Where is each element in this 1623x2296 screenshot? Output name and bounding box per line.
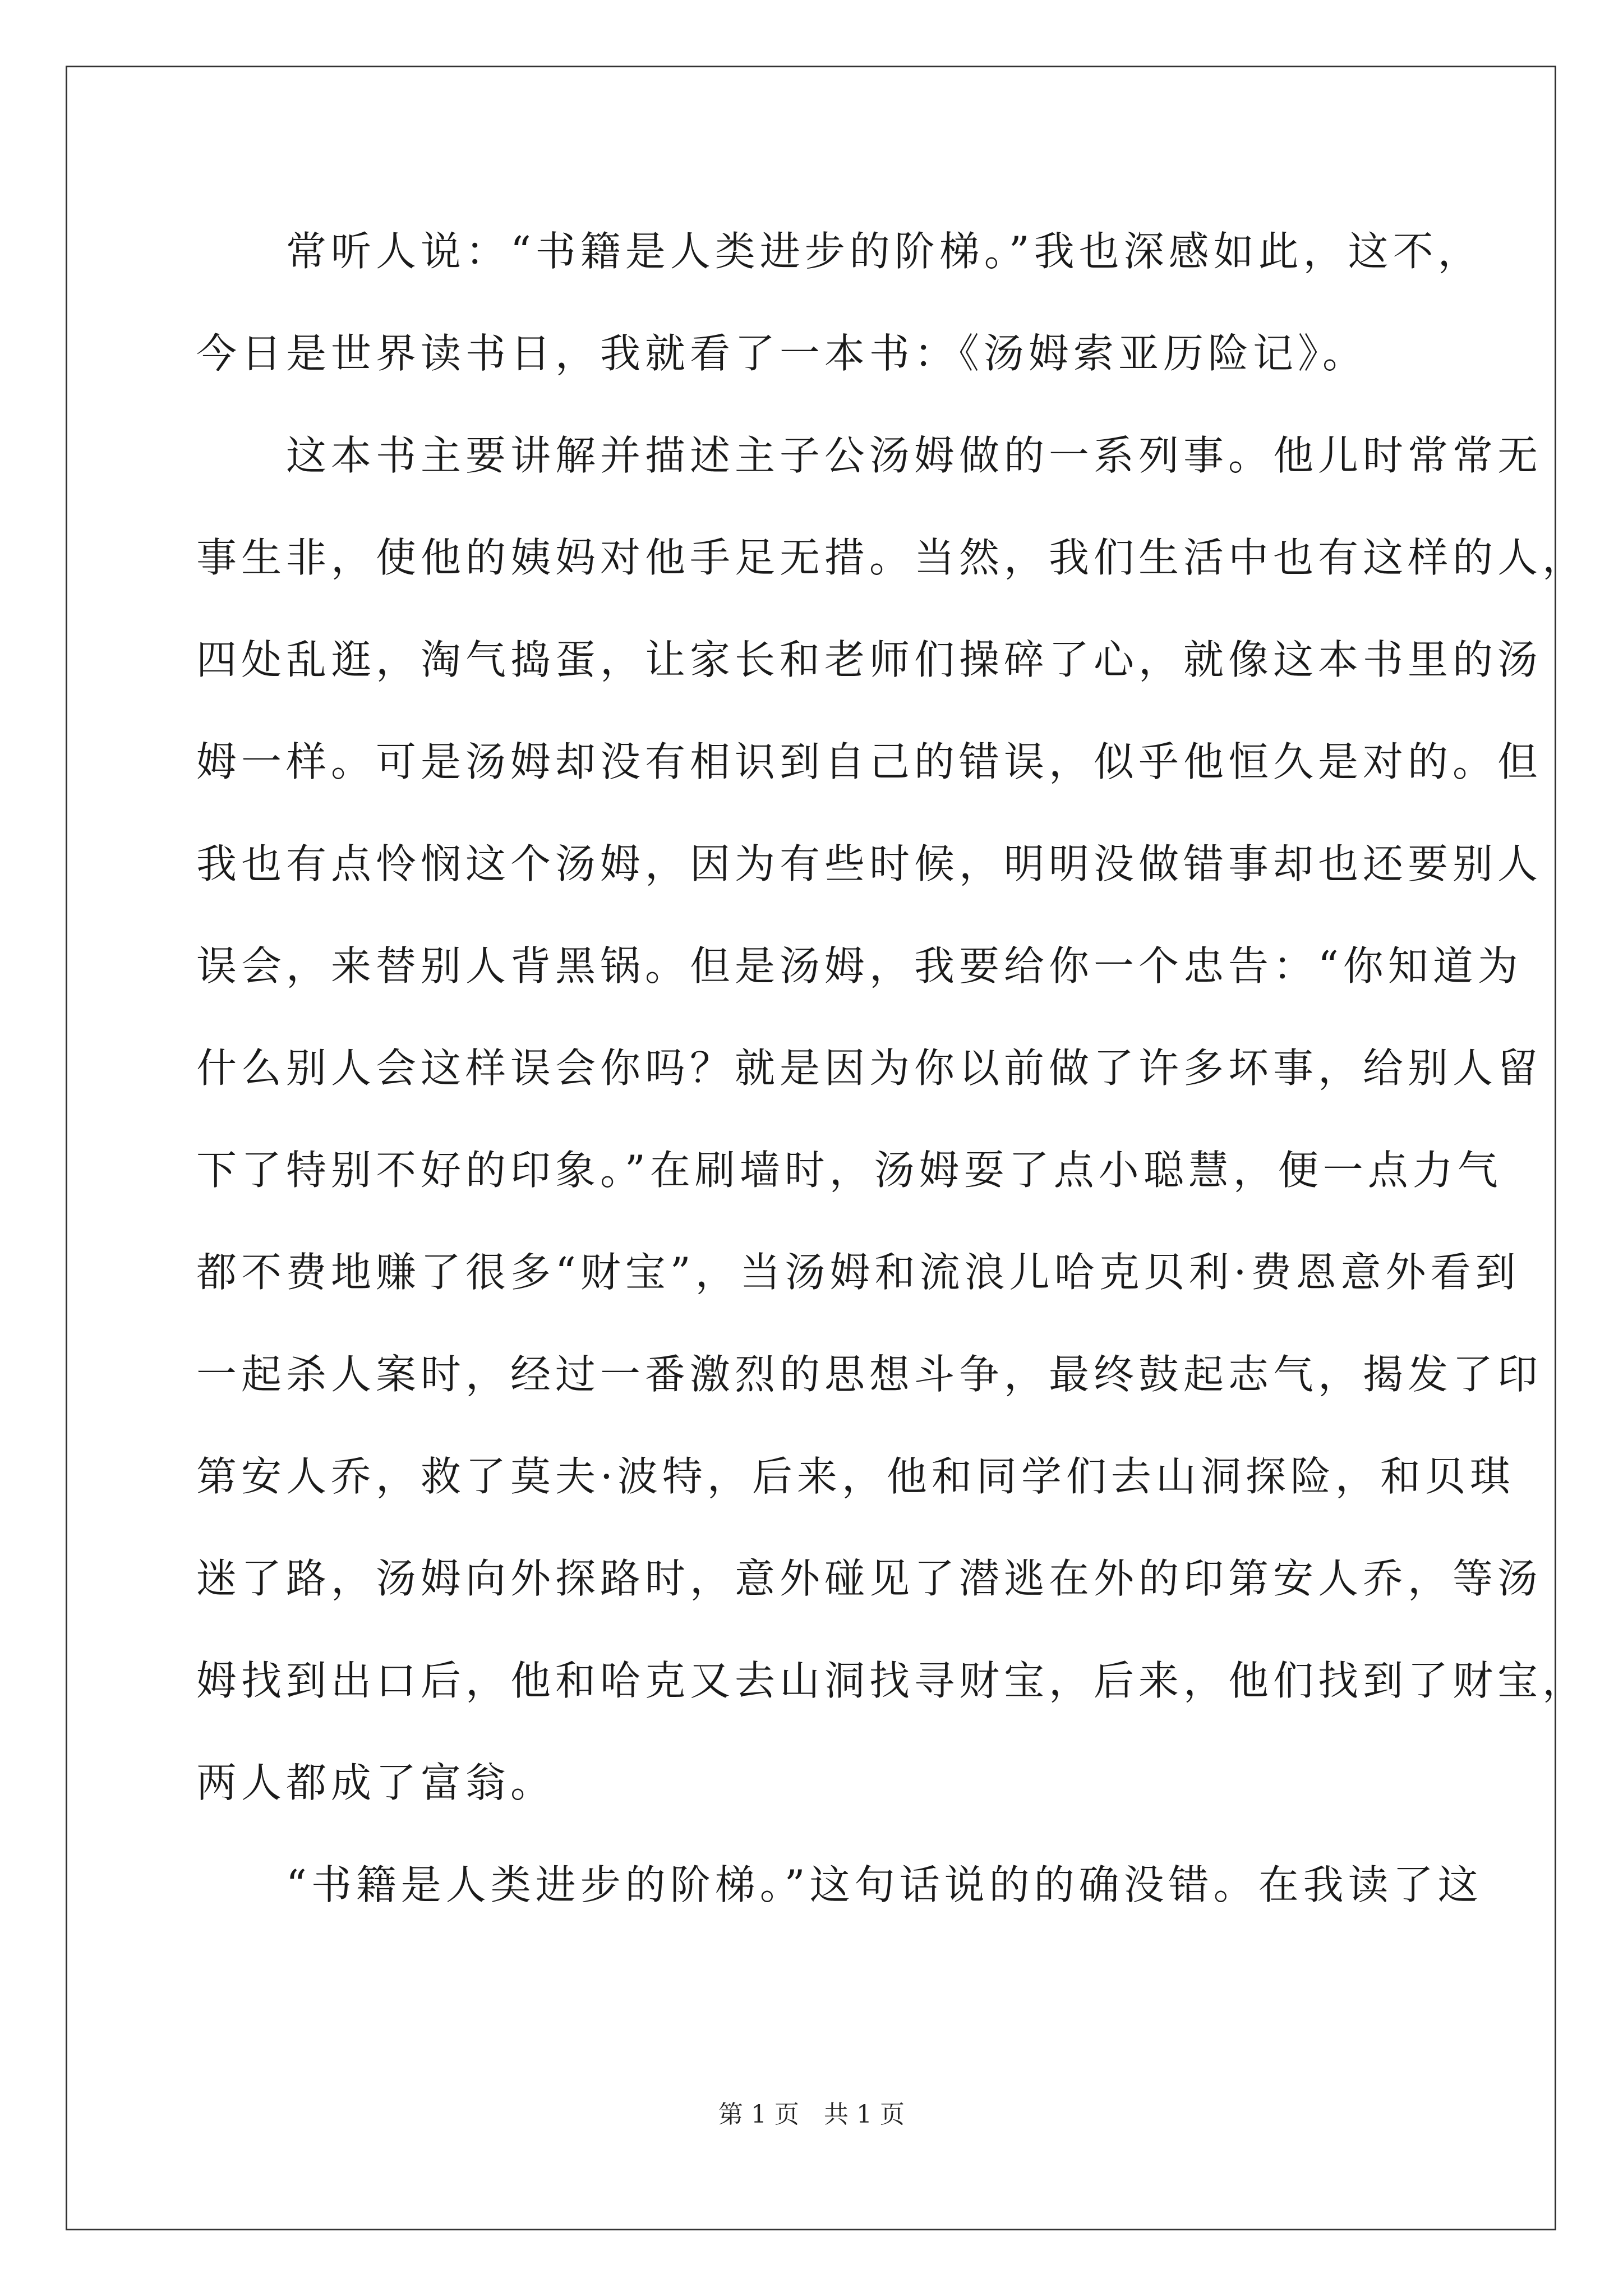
- text-line: 姆一样。可是汤姆却没有相识到自己的错误，似乎他恒久是对的。但: [196, 738, 1543, 785]
- text-line: 一起杀人案时，经过一番激烈的思想斗争，最终鼓起志气，揭发了印: [196, 1351, 1543, 1398]
- page-footer: 第 1 页 共 1 页: [718, 2100, 905, 2129]
- text-line: 第安人乔，救了莫夫·波特，后来，他和同学们去山洞探险，和贝琪: [196, 1453, 1515, 1500]
- text-line: 这本书主要讲解并描述主子公汤姆做的一系列事。他儿时常常无: [196, 432, 1543, 479]
- text-line: “书籍是人类进步的阶梯。”这句话说的的确没错。在我读了这: [196, 1861, 1483, 1908]
- text-line: 误会，来替别人背黑锅。但是汤姆，我要给你一个忠告：“你知道为: [196, 942, 1523, 990]
- text-line: 两人都成了富翁。: [196, 1759, 556, 1806]
- text-line: 事生非，使他的姨妈对他手足无措。当然，我们生活中也有这样的人，: [196, 534, 1588, 581]
- text-line: 今日是世界读书日，我就看了一本书：《汤姆索亚历险记》。: [196, 330, 1368, 377]
- text-line: 都不费地赚了很多“财宝”，当汤姆和流浪儿哈克贝利·费恩意外看到: [196, 1249, 1520, 1296]
- text-line: 什么别人会这样误会你吗？就是因为你以前做了许多坏事，给别人留: [196, 1045, 1543, 1092]
- text-line: 下了特别不好的印象。”在刷墙时，汤姆耍了点小聪慧，便一点力气: [196, 1147, 1502, 1194]
- text-line: 姆找到出口后，他和哈克又去山洞找寻财宝，后来，他们找到了财宝，: [196, 1657, 1588, 1704]
- text-line: 我也有点怜悯这个汤姆，因为有些时候，明明没做错事却也还要别人: [196, 840, 1543, 887]
- text-line: 四处乱逛，淘气捣蛋，让家长和老师们操碎了心，就像这本书里的汤: [196, 636, 1543, 683]
- text-line: 常听人说：“书籍是人类进步的阶梯。”我也深感如此，这不，: [196, 228, 1483, 275]
- text-line: 迷了路，汤姆向外探路时，意外碰见了潜逃在外的印第安人乔，等汤: [196, 1555, 1543, 1602]
